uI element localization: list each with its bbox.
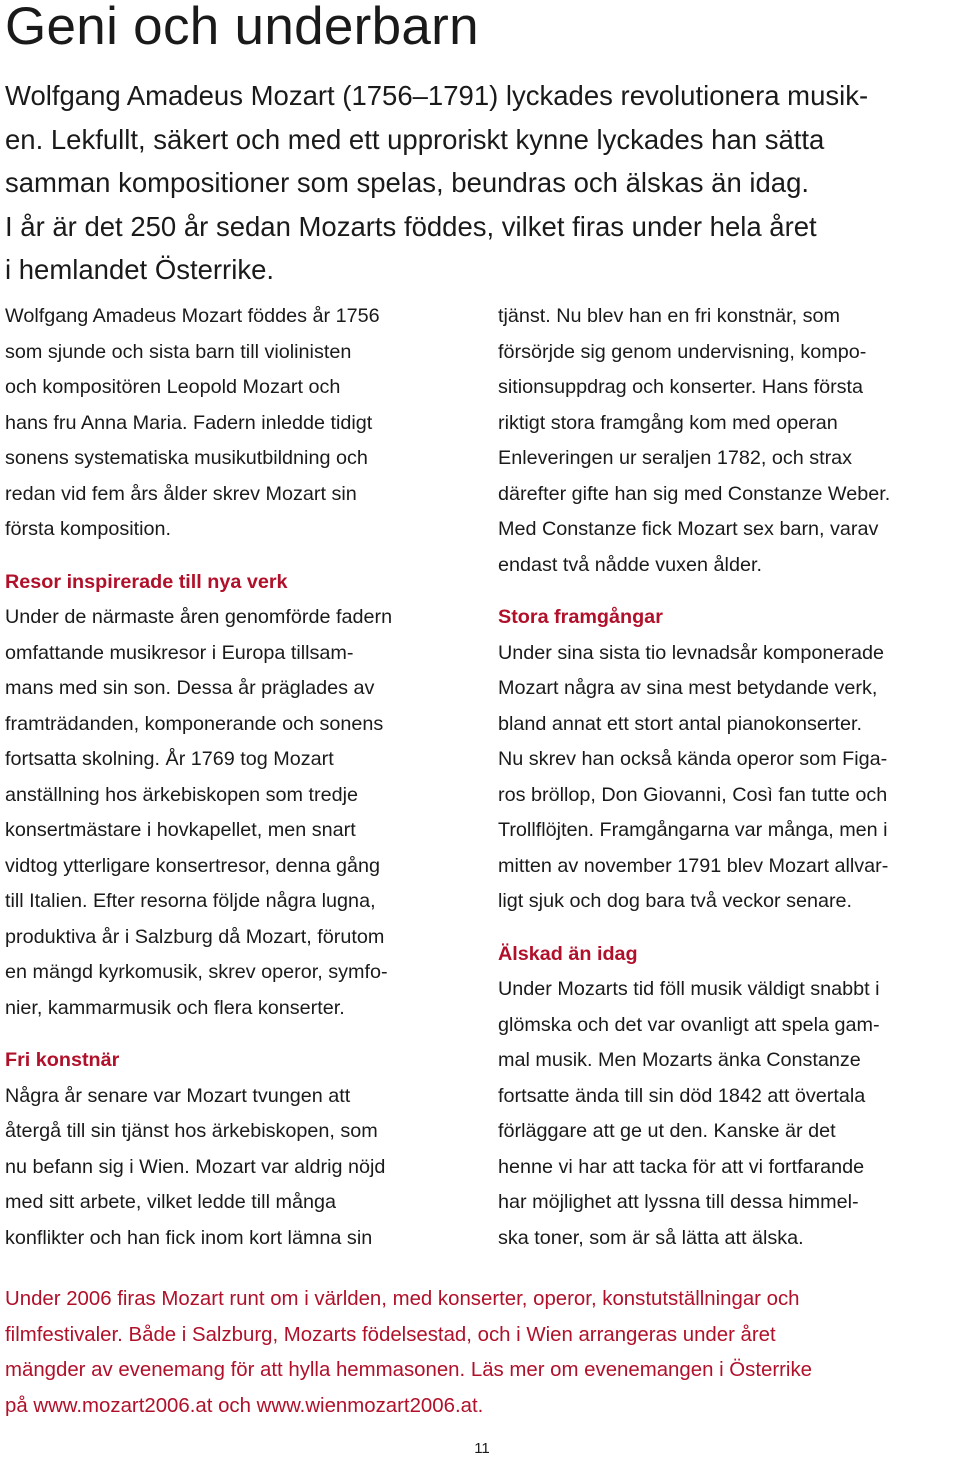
section-heading-successes: Stora framgångar [498,606,663,628]
page-number: 11 [474,1440,490,1457]
left-paragraph-free-artist [5,1079,475,1257]
text-line: konflikter och han fick inom kort lämna sin [5,1226,373,1249]
footer-line: filmfestivaler. Både i Salzburg, Mozarts födelsestad, och i Wien arrangeras under året [5,1323,776,1346]
text-line: med sitt arbete, vilket ledde till många [5,1191,336,1213]
text-line: framträdanden, komponerande och sonens [5,712,384,735]
text-line: Med Constanze fick Mozart sex barn, varav [498,518,879,540]
right-paragraph-successes [498,636,958,920]
text-line: har möjlighet att lyssna till dessa himmel- [498,1191,859,1213]
intro-paragraph [5,74,955,292]
text-line: första komposition. [5,518,172,540]
intro-line: i hemlandet Österrike. [5,254,274,286]
text-line: nu befann sig i Wien. Mozart var aldrig nöjd [5,1155,386,1178]
footer-line: på www.mozart2006.at och www.wienmozart2006.at. [5,1394,484,1417]
text-line: som sjunde och sista barn till violinisten [5,340,352,363]
text-line: mitten av november 1791 blev Mozart allvar- [498,854,889,877]
text-line: Under de närmaste åren genomförde fadern [5,606,393,628]
text-line: Nu skrev han också kända operor som Figa- [498,748,888,770]
text-line: återgå till sin tjänst hos ärkebiskopen, som [5,1120,378,1142]
text-line: redan vid fem års ålder skrev Mozart sin [5,482,357,505]
text-line: Under sina sista tio levnadsår komponerade [498,641,884,664]
text-line: glömska och det var ovanligt att spela gam- [498,1013,880,1036]
right-column [498,299,958,1256]
text-line: Under Mozarts tid föll musik väldigt snabbt i [498,978,880,1000]
text-line: vidtog ytterligare konsertresor, denna gång [5,854,380,877]
left-column [5,299,475,1256]
left-paragraph-travels [5,600,475,1026]
text-line: därefter gifte han sig med Constanze Weber. [498,482,891,505]
text-line: endast två nådde vuxen ålder. [498,553,762,576]
text-line: mans med sin son. Dessa år präglades av [5,677,375,699]
text-line: ros bröllop, Don Giovanni, Così fan tutte och [498,783,888,806]
text-line: fortsatte ända till sin död 1842 att övertala [498,1084,866,1107]
right-paragraph-beloved [498,972,958,1256]
text-line: förläggare att ge ut den. Kanske är det [498,1120,836,1142]
right-paragraph-career [498,299,958,583]
footer-note [5,1282,955,1424]
text-line: henne vi har att tacka för att vi fortfarande [498,1155,865,1178]
text-line: en mängd kyrkomusik, skrev operor, symfo- [5,961,388,983]
text-line: hans fru Anna Maria. Fadern inledde tidigt [5,411,373,434]
text-line: Trollflöjten. Framgångarna var många, men i [498,819,888,841]
text-line: mal musik. Men Mozarts änka Constanze [498,1049,861,1071]
footer-line: mängder av evenemang för att hylla hemmasonen. Läs mer om evenemangen i Österrike [5,1359,812,1381]
section-heading-travels: Resor inspirerade till nya verk [5,570,288,593]
text-line: anställning hos ärkebiskopen som tredje [5,783,358,806]
text-line: ska toner, som är så lätta att älska. [498,1226,804,1249]
section-heading-beloved: Älskad än idag [498,942,638,965]
text-line: ligt sjuk och dog bara två veckor senare. [498,890,853,912]
text-line: sitionsuppdrag och konserter. Hans första [498,376,864,398]
text-line: och kompositören Leopold Mozart och [5,376,341,398]
text-line: omfattande musikresor i Europa tillsam- [5,641,354,664]
left-paragraph-birth [5,299,475,548]
section-heading-free-artist: Fri konstnär [5,1049,120,1071]
text-line: försörjde sig genom undervisning, kompo- [498,340,867,363]
page-title: Geni och underbarn [5,0,479,56]
text-line: fortsatta skolning. År 1769 tog Mozart [5,748,334,770]
text-line: konsertmästare i hovkapellet, men snart [5,819,356,841]
text-line: Enleveringen ur seraljen 1782, och strax [498,447,853,469]
footer-line: Under 2006 firas Mozart runt om i världen, med konserter, operor, konstutställningar och [5,1288,800,1310]
intro-line: I år är det 250 år sedan Mozarts föddes, vilket firas under hela året [5,210,817,242]
text-line: produktiva år i Salzburg då Mozart, förutom [5,925,385,948]
text-line: bland annat ett stort antal pianokonserter. [498,712,863,735]
text-line: Några år senare var Mozart tvungen att [5,1084,351,1107]
intro-line: Wolfgang Amadeus Mozart (1756–1791) lyckades revolutionera musik- [5,80,869,111]
text-line: Wolfgang Amadeus Mozart föddes år 1756 [5,305,380,327]
text-line: sonens systematiska musikutbildning och [5,447,368,469]
intro-line: samman kompositioner som spelas, beundras och älskas än idag. [5,167,810,199]
text-line: tjänst. Nu blev han en fri konstnär, som [498,305,840,327]
text-line: riktigt stora framgång kom med operan [498,411,838,434]
intro-line: en. Lekfullt, säkert och med ett upproriskt kynne lyckades han sätta [5,123,825,155]
text-line: nier, kammarmusik och flera konserter. [5,996,345,1019]
text-line: till Italien. Efter resorna följde några lugna, [5,890,376,912]
text-line: Mozart några av sina mest betydande verk, [498,677,878,699]
